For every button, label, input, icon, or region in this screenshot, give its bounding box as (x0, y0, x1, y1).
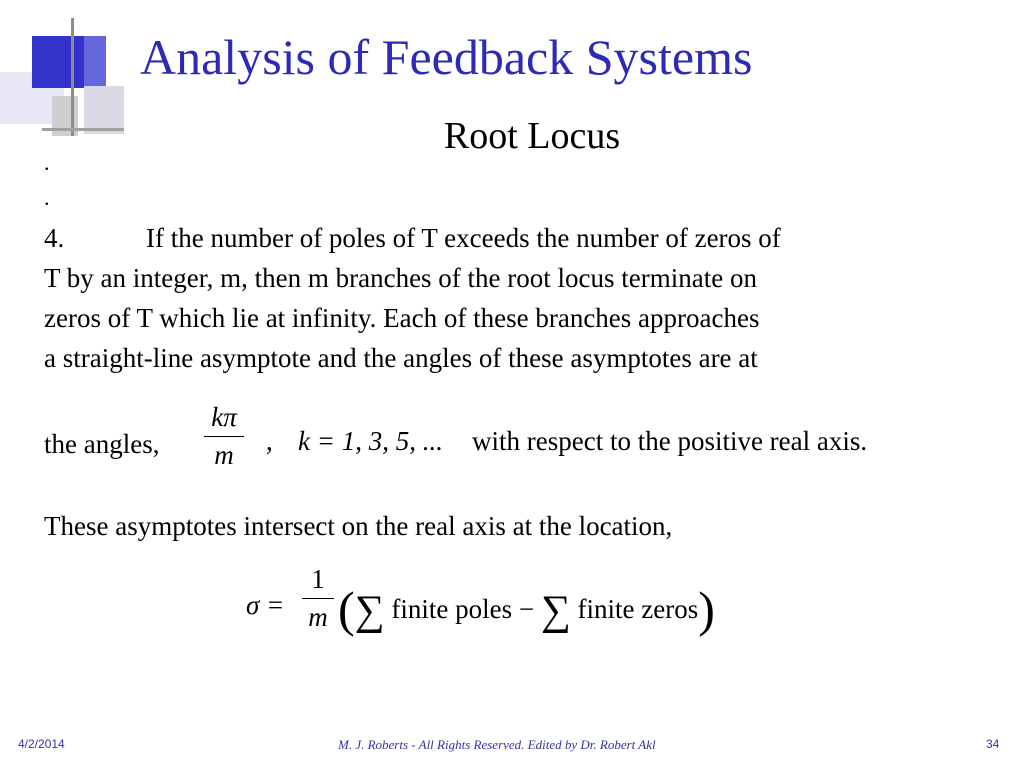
summation-icon-2: ∑ (540, 588, 571, 634)
sigma-fraction-numerator: 1 (311, 564, 325, 594)
footer-date: 4/2/2014 (18, 737, 65, 751)
open-paren: ( (338, 581, 355, 637)
slide-title: Analysis of Feedback Systems (140, 29, 753, 85)
paragraph-line-2: T by an integer, m, then m branches of the root locus terminate on (44, 263, 757, 293)
sigma-sum-expression (338, 580, 715, 638)
angle-fraction (204, 402, 244, 471)
sigma-fraction-denominator: m (308, 602, 328, 632)
item-number: 4. (44, 223, 65, 253)
intersect-sentence: These asymptotes intersect on the real axis at the location, (44, 511, 673, 541)
sigma-lhs: σ = (246, 590, 285, 620)
paragraph-line-1-text: If the number of poles of T exceeds the number of zeros of (146, 223, 781, 253)
footer-page-number: 34 (986, 737, 1000, 751)
angle-fraction-numerator: kπ (211, 402, 237, 432)
corner-decoration-blue-square (32, 36, 84, 88)
slide-subtitle: Root Locus (443, 115, 621, 157)
term-finite-poles: finite poles − (391, 594, 535, 624)
corner-decoration-blue-strip (84, 36, 106, 88)
sigma-fraction-bar (302, 598, 334, 599)
paragraph-line-1 (44, 218, 781, 258)
paragraph-line-3: zeros of T which lie at infinity. Each of these branches approaches (44, 303, 760, 333)
ellipsis-dot-1: . (44, 150, 50, 175)
angles-prefix: the angles, (44, 429, 160, 459)
angle-fraction-bar (204, 436, 244, 437)
sigma-fraction (302, 564, 334, 633)
close-paren: ) (698, 581, 715, 637)
paragraph-line-4: a straight-line asymptote and the angles of these asymptotes are at (44, 343, 758, 373)
term-finite-zeros: finite zeros (577, 594, 699, 624)
footer-credit: M. J. Roberts - All Rights Reserved. Edited by Dr. Robert Akl (338, 737, 656, 752)
summation-icon: ∑ (354, 588, 385, 634)
angles-suffix: with respect to the positive real axis. (472, 426, 868, 456)
k-values: k = 1, 3, 5, ... (298, 426, 443, 456)
angle-separator: , (266, 426, 273, 456)
angle-fraction-denominator: m (214, 440, 234, 470)
ellipsis-dot-2: . (44, 185, 50, 210)
